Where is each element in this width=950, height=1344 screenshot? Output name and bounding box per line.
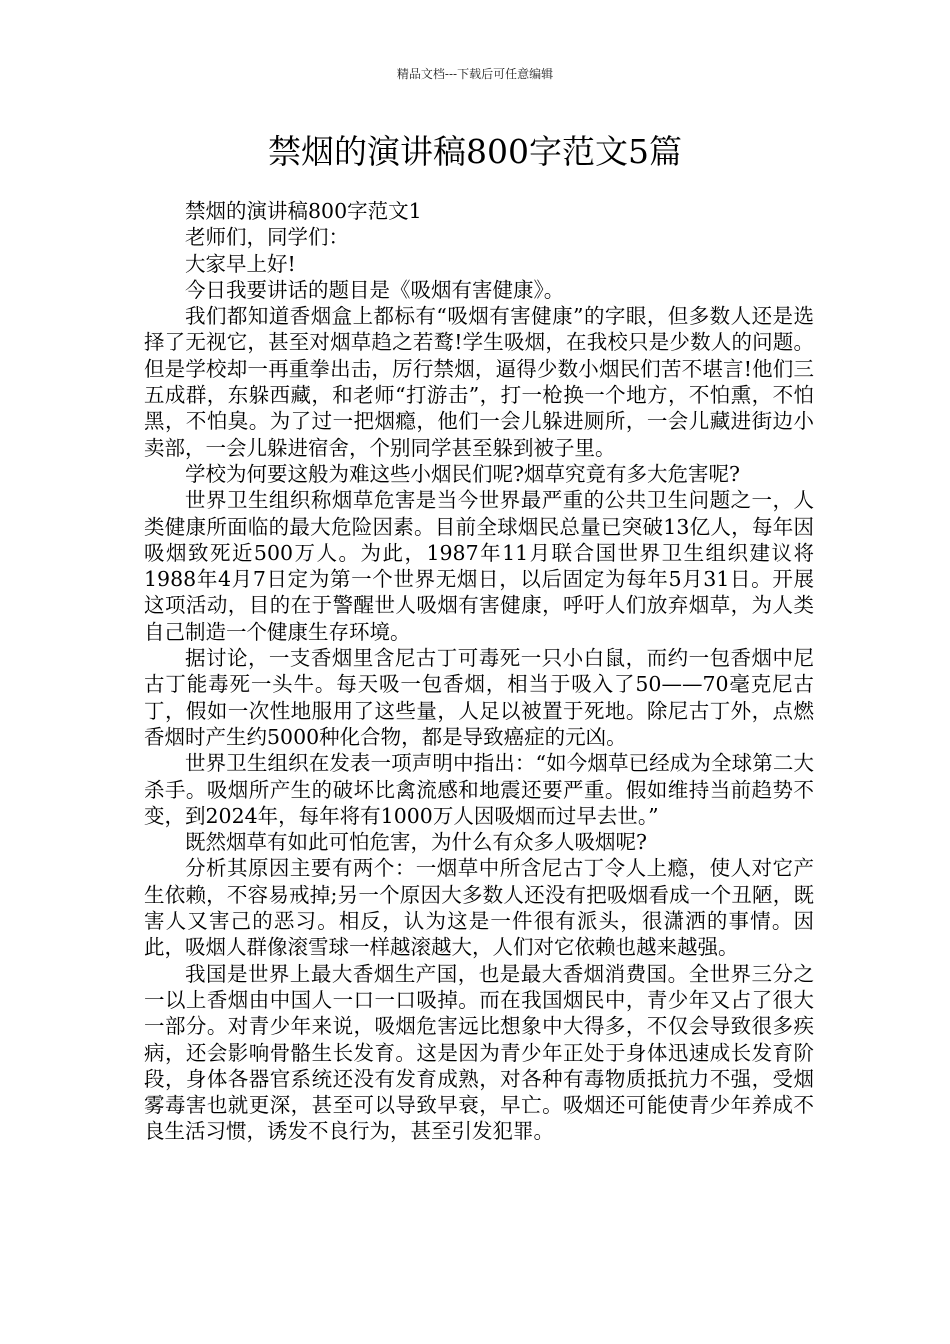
paragraph: 我们都知道香烟盒上都标有“吸烟有害健康”的字眼，但多数人还是选择了无视它，甚至对烟草趋之若鹜!学生吸烟，在我校只是少数人的问题。但是学校却一再重拳出击，厉行禁烟，逼得少数小烟民们苦不堪言!他们三五成群，东躲西藏，和老师“打游击”，打一枪换一个地方，不怕熏，不怕黑，不怕臭。为了过一把烟瘾，他们一会儿躲进厕所，一会儿藏进街边小卖部，一会儿躲进宿舍，个别同学甚至躲到被子里。 [144,304,814,460]
paragraph: 学校为何要这般为难这些小烟民们呢?烟草究竟有多大危害呢? [185,461,740,486]
paragraph: 我国是世界上最大香烟生产国，也是最大香烟消费国。全世界三分之一以上香烟由中国人一口一口吸掉。而在我国烟民中，青少年又占了很大一部分。对青少年来说，吸烟危害远比想象中大得多，不仅会导致很多疾病，还会影响骨骼生长发育。这是因为青少年正处于身体迅速成长发育阶段，身体各器官系统还没有发育成熟，对各种有毒物质抵抗力不强，受烟雾毒害也就更深，甚至可以导致早衰，早亡。吸烟还可能使青少年养成不良生活习惯，诱发不良行为，甚至引发犯罪。 [144,961,814,1144]
paragraph-section-heading: 禁烟的演讲稿800字范文1 [185,199,422,223]
paragraph: 世界卫生组织称烟草危害是当今世界最严重的公共卫生问题之一，人类健康所面临的最大危险因素。目前全球烟民总量已突破13亿人，每年因吸烟致死近500万人。为此，1987年11月联合国世界卫生组织建议将1988年4月7日定为第一个世界无烟日，以后固定为每年5月31日。开展这项活动，目的在于警醒世人吸烟有害健康，呼吁人们放弃烟草，为人类自己制造一个健康生存环境。 [144,488,814,644]
paragraph-greeting: 大家早上好! [185,251,296,276]
paragraph: 既然烟草有如此可怕危害，为什么有众多人吸烟呢? [185,830,647,855]
document-body [144,198,814,1145]
paragraph: 据讨论，一支香烟里含尼古丁可毒死一只小白鼠，而约一包香烟中尼古丁能毒死一头牛。每天吸一包香烟，相当于吸入了50——70毫克尼古丁，假如一次性地服用了这些量，人足以被置于死地。除尼古丁外，点燃香烟时产生约5000种化合物，都是导致癌症的元凶。 [144,646,814,749]
header-note: 精品文档---下载后可任意编辑 [396,67,554,81]
paragraph: 今日我要讲话的题目是《吸烟有害健康》。 [185,277,565,302]
document-title: 禁烟的演讲稿800字范文5篇 [268,132,682,171]
paragraph-salutation: 老师们，同学们： [185,225,349,250]
paragraph: 分析其原因主要有两个：一烟草中所含尼古丁令人上瘾，使人对它产生依赖，不容易戒掉;另一个原因大多数人还没有把吸烟看成一个丑陋，既害人又害己的恶习。相反，认为这是一件很有派头，很潇洒的事情。因此，吸烟人群像滚雪球一样越滚越大，人们对它依赖也越来越强。 [144,856,814,960]
paragraph: 世界卫生组织在发表一项声明中指出：“如今烟草已经成为全球第二大杀手。吸烟所产生的破坏比禽流感和地震还要严重。假如维持当前趋势不变，到2024年，每年将有1000万人因吸烟而过早去世。” [144,751,814,828]
